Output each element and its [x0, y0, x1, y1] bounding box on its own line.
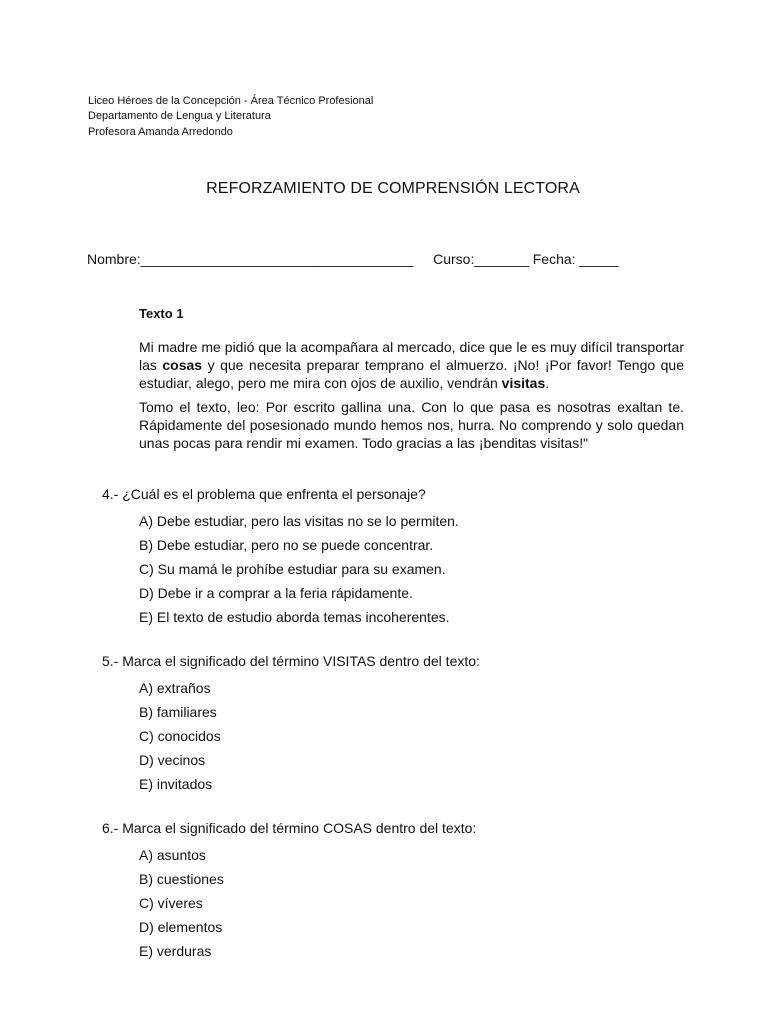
name-field: Nombre:___________________________________: [87, 251, 414, 267]
question-6-option-a: A) asuntos: [139, 847, 206, 863]
question-4-option-b: B) Debe estudiar, pero no se puede concentrar.: [139, 537, 434, 553]
reading-paragraph-2: Tomo el texto, leo: Por escrito gallina una. Con lo que pasa es nosotras exaltan te. Rápidamente del posesionado mundo hemos nos, hurra. No comprendo y solo quedan unas pocas para rendir mi examen. Todo gracias a las ¡benditas visitas!": [139, 399, 684, 451]
school-name: Liceo Héroes de la Concepción - Área Técnico Profesional: [88, 95, 374, 107]
question-5-option-a: A) extraños: [139, 680, 211, 696]
question-6-option-d: D) elementos: [139, 919, 223, 935]
question-6-prompt: 6.- Marca el significado del término COSAS dentro del texto:: [102, 820, 477, 836]
p1-part-c: y que necesita preparar temprano el almuerzo. ¡No! ¡Por favor! Tengo que estudiar, alego, pero me mira con ojos de auxilio, vendrán: [139, 357, 684, 391]
question-5-prompt: 5.- Marca el significado del término VISITAS dentro del texto:: [102, 653, 480, 669]
p1-part-e: .: [545, 375, 550, 391]
question-4-option-d: D) Debe ir a comprar a la feria rápidamente.: [139, 585, 413, 601]
question-4-option-a: A) Debe estudiar, pero las visitas no se lo permiten.: [139, 513, 459, 529]
question-4-option-e: E) El texto de estudio aborda temas incoherentes.: [139, 609, 450, 625]
question-5-option-c: C) conocidos: [139, 728, 221, 744]
question-5-option-b: B) familiares: [139, 704, 217, 720]
question-6-option-b: B) cuestiones: [139, 871, 224, 887]
course-field: Curso:_______: [433, 251, 529, 267]
reading-paragraph-1: [139, 338, 684, 392]
teacher-name: Profesora Amanda Arredondo: [88, 126, 233, 138]
student-fields: [87, 251, 618, 267]
p1-part-a: Mi madre me pidió que la acompañara al mercado, dice que le es muy difícil transportar las: [139, 339, 684, 373]
question-5-option-d: D) vecinos: [139, 752, 206, 768]
department-name: Departamento de Lengua y Literatura: [88, 110, 271, 122]
question-6-option-c: C) víveres: [139, 895, 203, 911]
keyword-cosas: cosas: [162, 357, 203, 373]
question-4-prompt: 4.- ¿Cuál es el problema que enfrenta el personaje?: [102, 486, 426, 502]
question-5-option-e: E) invitados: [139, 776, 213, 792]
page-title: REFORZAMIENTO DE COMPRENSIÓN LECTORA: [206, 180, 580, 197]
date-field: Fecha: _____: [532, 251, 619, 267]
keyword-visitas: visitas: [501, 375, 546, 391]
question-4-option-c: C) Su mamá le prohíbe estudiar para su examen.: [139, 561, 446, 577]
question-6-option-e: E) verduras: [139, 943, 212, 959]
text-heading: Texto 1: [139, 306, 184, 321]
